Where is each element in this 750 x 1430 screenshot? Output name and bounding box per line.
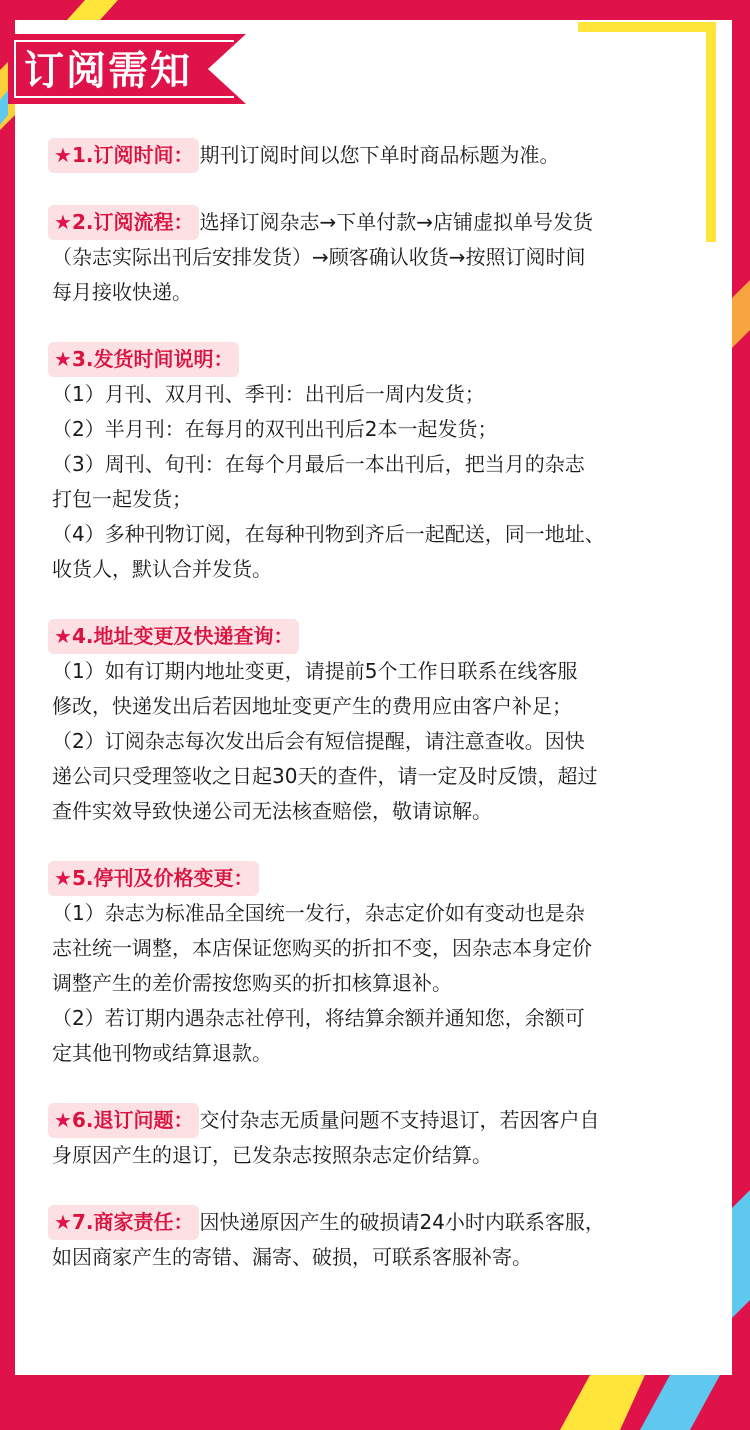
section-text: （杂志实际出刊后安排发货）→顾客确认收货→按照订阅时间 bbox=[52, 245, 586, 269]
section-heading: ★7.商家责任： bbox=[48, 1205, 199, 1240]
section-text: 如因商家产生的寄错、漏寄、破损，可联系客服补寄。 bbox=[52, 1245, 532, 1269]
star-icon: ★ bbox=[54, 1210, 72, 1234]
section-text: （3）周刊、旬刊：在每个月最后一本出刊后，把当月的杂志 bbox=[52, 452, 585, 476]
section-text: 打包一起发货； bbox=[52, 487, 192, 511]
section-text: 查件实效导致快递公司无法核查赔偿，敬请谅解。 bbox=[52, 799, 492, 823]
section-heading: ★5.停刊及价格变更： bbox=[48, 861, 259, 896]
section-text: 选择订阅杂志→下单付款→店铺虚拟单号发货 bbox=[199, 210, 593, 234]
section-heading: ★6.退订问题： bbox=[48, 1103, 199, 1138]
section-text: 志社统一调整，本店保证您购买的折扣不变，因杂志本身定价 bbox=[52, 936, 592, 960]
section-text: 修改，快递发出后若因地址变更产生的费用应由客户补足； bbox=[52, 694, 572, 718]
section-text: （2）订阅杂志每次发出后会有短信提醒，请注意查收。因快 bbox=[52, 729, 585, 753]
section-heading: ★2.订阅流程： bbox=[48, 205, 199, 240]
section-subscription-time bbox=[52, 138, 692, 173]
page-title: 订阅需知 bbox=[24, 48, 192, 94]
section-heading: ★3.发货时间说明： bbox=[48, 342, 239, 377]
section-address-change bbox=[52, 619, 692, 829]
section-text: 递公司只受理签收之日起30天的查件，请一定及时反馈，超过 bbox=[52, 764, 598, 788]
section-merchant-responsibility bbox=[52, 1205, 692, 1275]
star-icon: ★ bbox=[54, 624, 72, 648]
section-shipping-time bbox=[52, 342, 692, 587]
section-text: （1）如有订期内地址变更，请提前5个工作日联系在线客服 bbox=[52, 659, 578, 683]
star-icon: ★ bbox=[54, 1108, 72, 1132]
section-text: 身原因产生的退订，已发杂志按照杂志定价结算。 bbox=[52, 1143, 492, 1167]
star-icon: ★ bbox=[54, 347, 72, 371]
section-text: 调整产生的差价需按您购买的折扣核算退补。 bbox=[52, 971, 452, 995]
section-text: 收货人，默认合并发货。 bbox=[52, 557, 272, 581]
star-icon: ★ bbox=[54, 210, 72, 234]
section-text: （2）半月刊：在每月的双刊出刊后2本一起发货； bbox=[52, 417, 498, 441]
star-icon: ★ bbox=[54, 143, 72, 167]
section-text: （4）多种刊物订阅，在每种刊物到齐后一起配送，同一地址、 bbox=[52, 522, 605, 546]
section-subscription-process bbox=[52, 205, 692, 310]
section-text: 每月接收快递。 bbox=[52, 280, 192, 304]
section-text: 因快递原因产生的破损请24小时内联系客服， bbox=[199, 1210, 605, 1234]
section-text: 期刊订阅时间以您下单时商品标题为准。 bbox=[199, 143, 560, 167]
section-unsubscribe bbox=[52, 1103, 692, 1173]
section-price-change bbox=[52, 861, 692, 1071]
section-text: 交付杂志无质量问题不支持退订，若因客户自 bbox=[199, 1108, 600, 1132]
section-text: （2）若订期内遇杂志社停刊，将结算余额并通知您，余额可 bbox=[52, 1006, 585, 1030]
star-icon: ★ bbox=[54, 866, 72, 890]
section-text: （1）杂志为标准品全国统一发行，杂志定价如有变动也是杂 bbox=[52, 901, 585, 925]
section-text: （1）月刊、双月刊、季刊：出刊后一周内发货； bbox=[52, 382, 485, 406]
section-heading: ★1.订阅时间： bbox=[48, 138, 199, 173]
notice-content bbox=[52, 138, 692, 1307]
section-heading: ★4.地址变更及快递查询： bbox=[48, 619, 299, 654]
section-text: 定其他刊物或结算退款。 bbox=[52, 1041, 272, 1065]
